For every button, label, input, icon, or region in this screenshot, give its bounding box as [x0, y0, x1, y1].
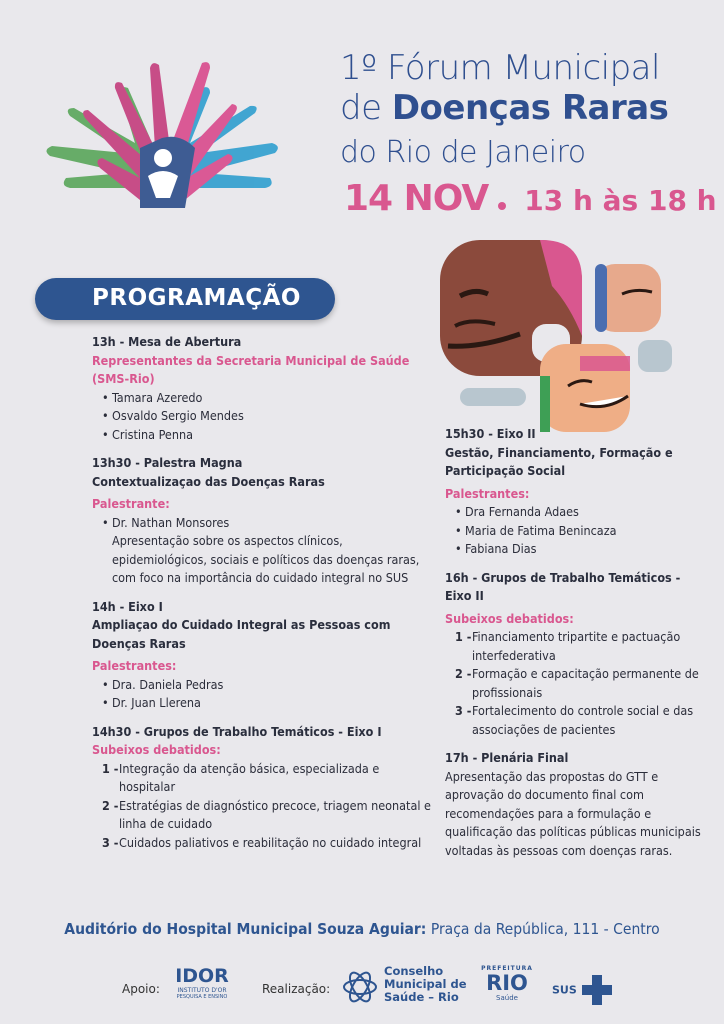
session-label: Subeixos debatidos:: [445, 610, 574, 626]
session-heading: 17h - Plenária Final: [445, 750, 569, 765]
realizacao-label: Realização:: [262, 982, 331, 996]
session-heading: Gestão, Financiamento, Formação e Participação Social: [445, 444, 673, 478]
list-item: • Dr. Nathan Monsores: [102, 514, 437, 533]
session-heading: 16h - Grupos de Trabalho Temáticos - Eixo II: [445, 569, 681, 603]
prefeitura-rio-logo: PREFEITURA RIO Saúde: [481, 965, 533, 1002]
list-item: 2 - Estratégias de diagnóstico precoce, triagem neonatal e linha de cuidado: [102, 797, 431, 831]
list-item: • Cristina Penna: [102, 426, 437, 445]
session-eixo-1: [92, 598, 437, 713]
sus-cross-icon: [582, 975, 612, 1005]
list-item: • Osvaldo Sergio Mendes: [102, 407, 437, 426]
subeixo-list: [445, 628, 710, 739]
session-heading: 15h30 - Eixo II: [445, 426, 536, 441]
speaker-list: [92, 389, 437, 445]
list-item: • Fabiana Dias: [455, 540, 710, 559]
session-plenaria: [445, 749, 710, 860]
session-description: Apresentação sobre os aspectos clínicos, epidemiológicos, sociais e políticos das doenças raras, com foco na importância do cuidado integral no SUS: [112, 533, 420, 585]
subeixo-list: [92, 760, 437, 853]
session-label: Palestrante:: [92, 496, 170, 511]
list-item: • Dr. Juan Llerena: [102, 694, 437, 713]
session-heading: 13h - Mesa de Abertura: [92, 334, 242, 349]
list-item: • Dra Fernanda Adaes: [455, 503, 710, 522]
faces-illustration: [440, 236, 680, 436]
hands-logo: [30, 38, 295, 238]
sus-logo: SUS: [552, 975, 612, 1005]
session-gtt-1: [92, 723, 437, 853]
list-item: • Tamara Azeredo: [102, 389, 437, 408]
cms-emblem-icon: [342, 967, 378, 1007]
list-item: 3 - Cuidados paliativos e reabilitação no cuidado integral: [102, 834, 422, 850]
list-item: 2 - Formação e capacitação permanente de profissionais: [455, 666, 699, 700]
program-left-column: [92, 333, 437, 862]
title-line-1: 1º Fórum Municipal: [340, 48, 660, 88]
session-heading: 14h - Eixo I: [92, 598, 163, 614]
speaker-list: [92, 676, 437, 713]
session-label: Palestrantes:: [92, 658, 177, 673]
session-heading: Ampliaçao do Cuidado Integral as Pessoas com Doenças Raras: [92, 617, 391, 651]
apoio-label: Apoio:: [122, 982, 160, 996]
session-palestra-magna: [92, 454, 437, 588]
footer-logos: [0, 965, 724, 1015]
programacao-banner: [35, 278, 335, 320]
list-item: 1 - Integração da atenção básica, especializada e hospitalar: [102, 760, 380, 794]
title-line-2: de Doenças Raras: [340, 88, 669, 128]
event-date: [344, 178, 717, 219]
session-subheading: Representantes da Secretaria Municipal de Saúde (SMS-Rio): [92, 352, 410, 386]
event-day: 14 NOV: [344, 178, 489, 219]
title-line-3: do Rio de Janeiro: [340, 135, 586, 170]
list-item: • Dra. Daniela Pedras: [102, 676, 437, 695]
session-abertura: [92, 333, 437, 444]
session-heading: Contextualizaçao das Doenças Raras: [92, 473, 325, 489]
list-item: 3 - Fortalecimento do controle social e das associações de pacientes: [455, 703, 694, 737]
list-item: • Maria de Fatima Benincaza: [455, 522, 710, 541]
idor-logo: IDOR INSTITUTO D'OR PESQUISA E ENSINO: [175, 965, 229, 1000]
session-description: Apresentação das propostas do GTT e aprovação do documento final com recomendações para a formulação e qualificação das políticas públicas municipais voltadas às pessoas com doenças raras.: [445, 768, 701, 858]
cms-logo-text: Conselho Municipal de Saúde – Rio: [384, 964, 467, 1004]
separator-dot: [498, 202, 506, 210]
program-right-column: [445, 425, 710, 870]
session-heading: 13h30 - Palestra Magna: [92, 455, 243, 470]
list-item: 1 - Financiamento tripartite e pactuação interfederativa: [455, 629, 681, 663]
session-heading: 14h30 - Grupos de Trabalho Temáticos - Eixo I: [92, 723, 382, 739]
session-eixo-2: [445, 425, 710, 559]
programacao-label: PROGRAMAÇÃO: [92, 285, 301, 311]
speaker-list: [92, 514, 437, 533]
speaker-list: [445, 503, 710, 559]
session-label: Subeixos debatidos:: [92, 742, 221, 757]
event-time: 13 h às 18 h: [524, 184, 717, 217]
venue-line: Auditório do Hospital Municipal Souza Aguiar: Praça da República, 111 - Centro: [64, 920, 660, 938]
session-gtt-2: [445, 569, 710, 740]
session-label: Palestrantes:: [445, 485, 530, 501]
